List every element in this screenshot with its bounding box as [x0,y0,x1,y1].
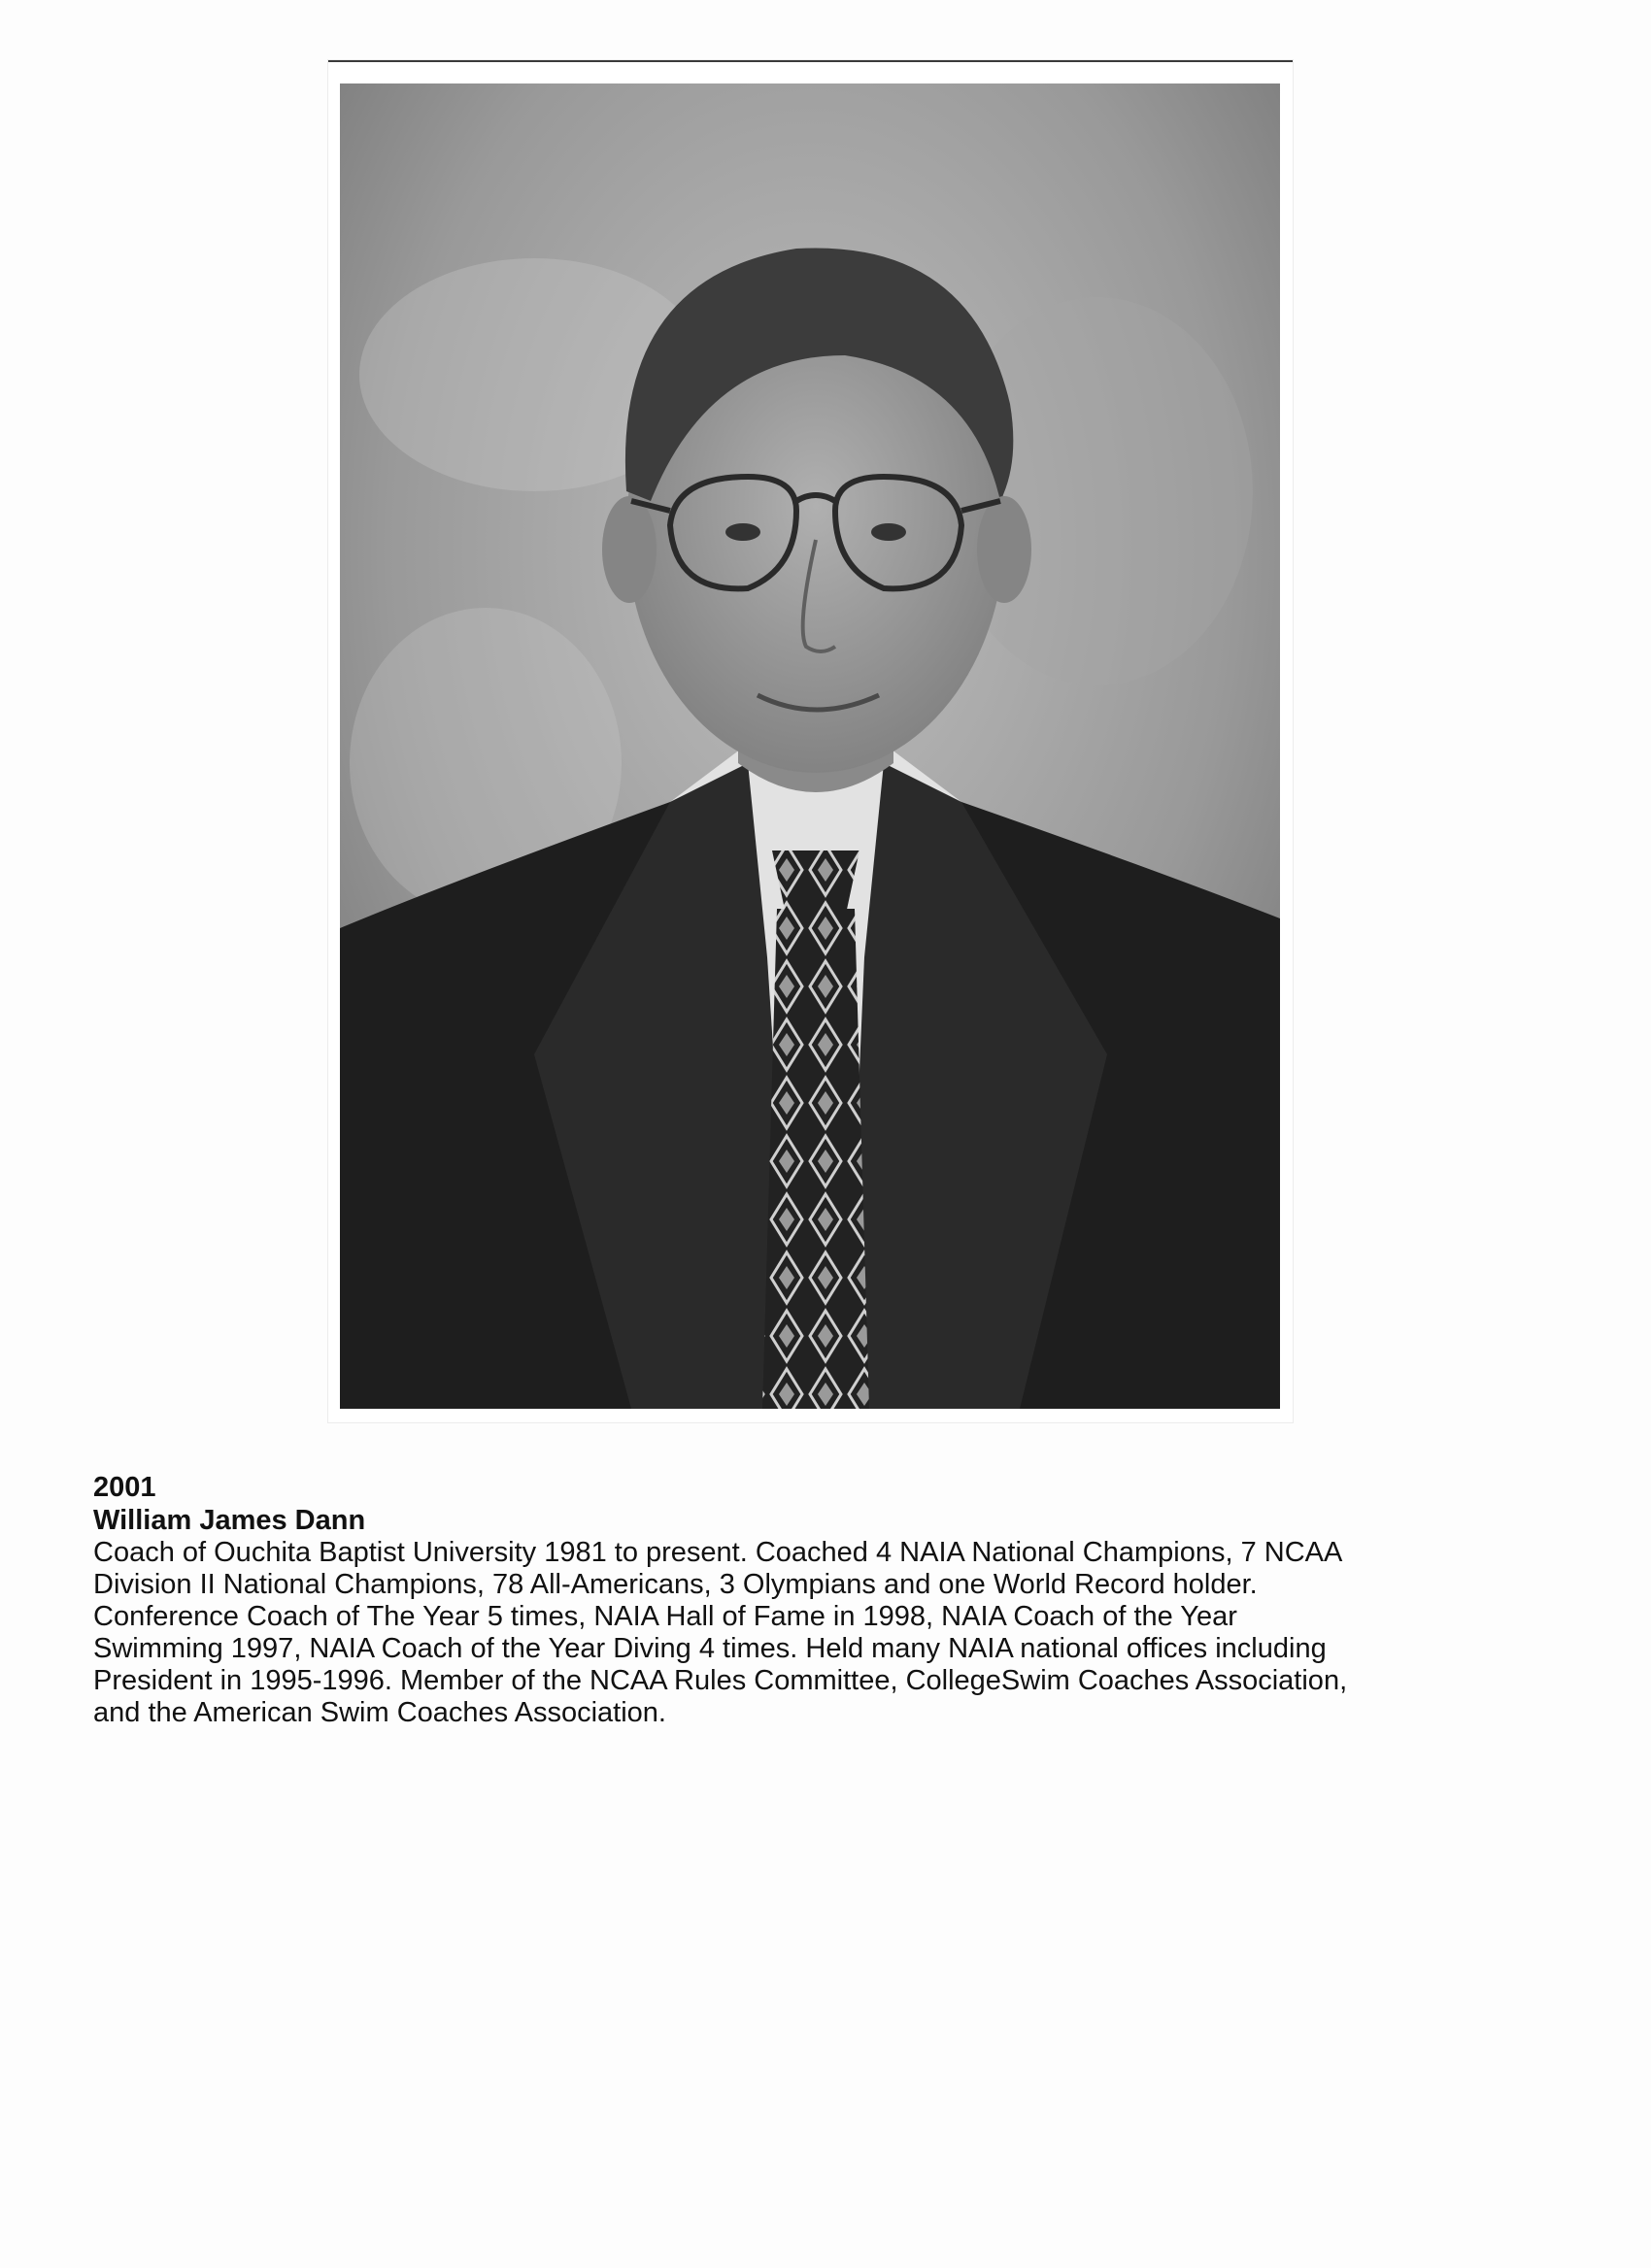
tie [762,909,869,1409]
bio-line: President in 1995-1996. Member of the NCAA Rules Committee, CollegeSwim Coaches Association, [93,1665,1348,1696]
bio-line: Conference Coach of The Year 5 times, NAIA Hall of Fame in 1998, NAIA Coach of the Year [93,1601,1237,1632]
inductee-bio [93,1537,1589,1729]
bio-line: Swimming 1997, NAIA Coach of the Year Diving 4 times. Held many NAIA national offices including [93,1633,1327,1664]
photo-frame [328,60,1293,1422]
bio-line: Coach of Ouchita Baptist University 1981 to present. Coached 4 NAIA National Champions, 7 NCAA [93,1537,1343,1568]
inductee-caption [93,1471,1589,1729]
induction-year: 2001 [93,1472,156,1503]
bio-line: and the American Swim Coaches Association. [93,1697,666,1728]
portrait-photo [340,83,1280,1409]
portrait-illustration [340,83,1280,1409]
inductee-name: William James Dann [93,1505,366,1536]
bio-line: Division II National Champions, 78 All-Americans, 3 Olympians and one World Record holder. [93,1569,1258,1600]
